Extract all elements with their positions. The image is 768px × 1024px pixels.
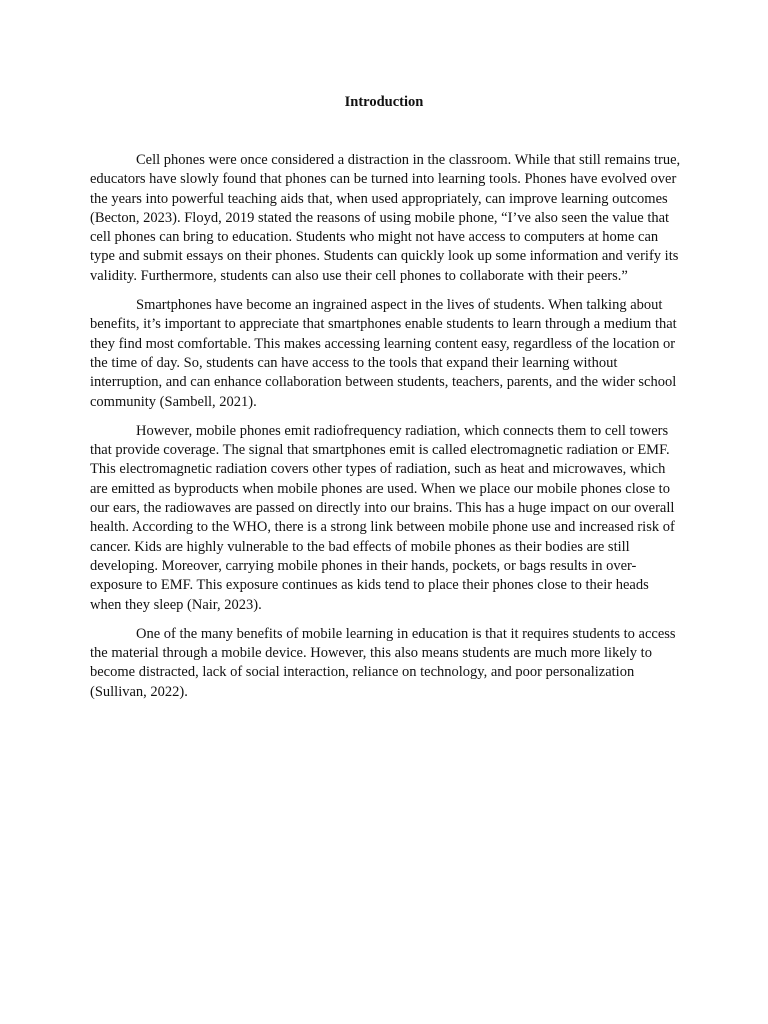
paragraph-4: One of the many benefits of mobile learning in education is that it requires students to access the material through a mobile device. However, this also means students are much more likely to become distracted, lack of social interaction, reliance on technology, and poor personalization (Sullivan, 2022). (90, 625, 676, 700)
paragraph-3: However, mobile phones emit radiofrequency radiation, which connects them to cell towers that provide coverage. The signal that smartphones emit is called electromagnetic radiation or EMF. This electromagnetic radiation covers other types of radiation, such as heat and microwaves, which are emitted as byproducts when mobile phones are used. When we place our mobile phones close to our ears, the radiowaves are passed on directly into our brains. This has a huge impact on our overall health. According to the WHO, there is a strong link between mobile phone use and increased risk of cancer. Kids are highly vulnerable to the bad effects of mobile phones as their bodies are still developing. Moreover, carrying mobile phones in their hands, pockets, or bags results in over-exposure to EMF. This exposure continues as kids tend to place their phones close to their heads when they sleep (Nair, 2023). (90, 422, 675, 613)
document-title: Introduction (344, 94, 424, 110)
paragraph-2: Smartphones have become an ingrained aspect in the lives of students. When talking about benefits, it’s important to appreciate that smartphones enable students to learn through a medium that they find most comfortable. This makes accessing learning content easy, regardless of the location or the time of day. So, students can have access to the tools that expand their learning without interruption, and can enhance collaboration between students, teachers, parents, and the wider school community (Sambell, 2021). (90, 297, 677, 410)
document-body (90, 151, 682, 712)
paragraph-1: Cell phones were once considered a distraction in the classroom. While that still remains true, educators have slowly found that phones can be turned into learning tools. Phones have evolved over the years into powerful teaching aids that, when used appropriately, can improve learning outcomes (Becton, 2023). Floyd, 2019 stated the reasons of using mobile phone, “I’ve also seen the value that cell phones can bring to education. Students who might not have access to computers at home can type and submit essays on their phones. Students can quickly look up some information and verify its validity. Furthermore, students can also use their cell phones to collaborate with their peers.” (90, 152, 681, 284)
